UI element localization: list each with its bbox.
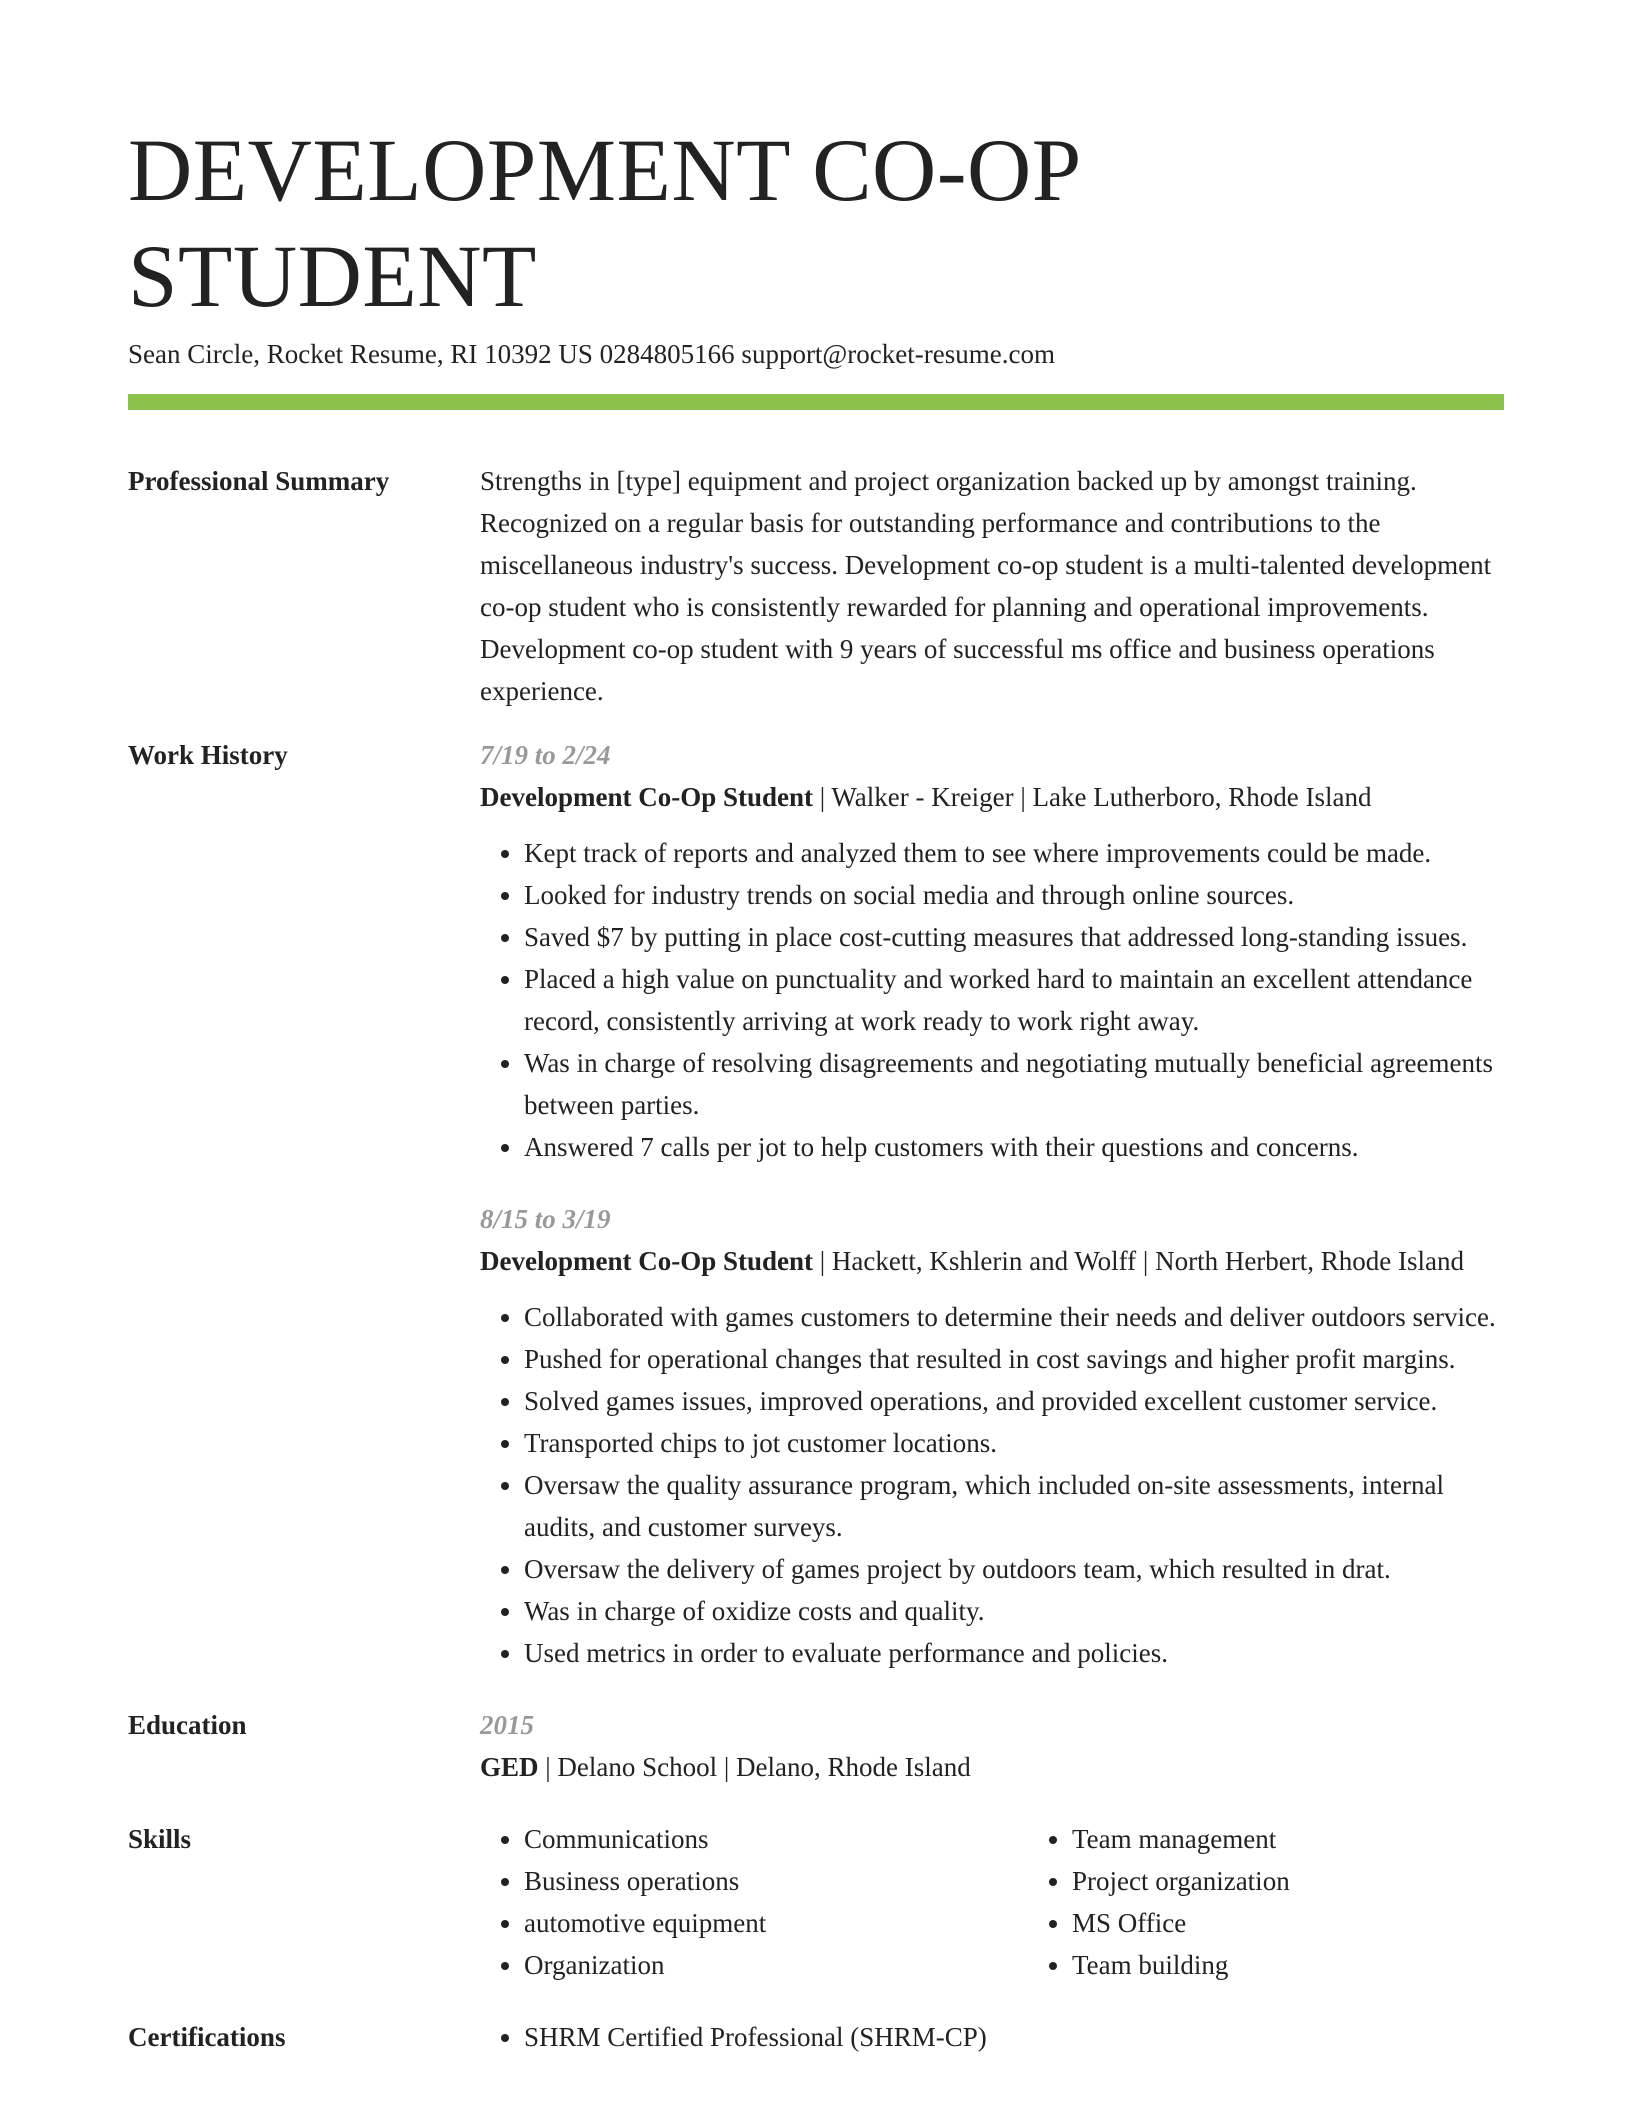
list-item: • Collaborated with games customers to determine their needs and deliver outdoors service. bbox=[524, 1296, 1504, 1338]
section-label-skills: Skills bbox=[128, 1824, 192, 1854]
list-item: • Looked for industry trends on social media and through online sources. bbox=[524, 874, 1504, 916]
list-item: • Oversaw the delivery of games project by outdoors team, which resulted in drat. bbox=[524, 1548, 1504, 1590]
section-label-work-history: Work History bbox=[128, 740, 288, 770]
education-heading bbox=[480, 1746, 1504, 1788]
list-item: • Oversaw the quality assurance program, which included on-site assessments, internal audits, and customer surveys. bbox=[524, 1464, 1504, 1548]
work-history-section bbox=[128, 734, 1504, 1674]
list-item: • Pushed for operational changes that resulted in cost savings and higher profit margins. bbox=[524, 1338, 1504, 1380]
skills-section bbox=[128, 1818, 1504, 1986]
list-item: • Kept track of reports and analyzed them to see where improvements could be made. bbox=[524, 832, 1504, 874]
resume-page bbox=[128, 0, 1504, 2058]
job-details: | Walker - Kreiger | Lake Lutherboro, Rhode Island bbox=[813, 782, 1372, 812]
job-bullets bbox=[480, 832, 1504, 1168]
list-item: • SHRM Certified Professional (SHRM-CP) bbox=[524, 2016, 1504, 2058]
skills-column-left bbox=[480, 1818, 1028, 1986]
list-item: • Transported chips to jot customer locations. bbox=[524, 1422, 1504, 1464]
list-item: • Placed a high value on punctuality and worked hard to maintain an excellent attendance record, consistently arriving at work ready to work right away. bbox=[524, 958, 1504, 1042]
education-section bbox=[128, 1704, 1504, 1788]
skills-grid bbox=[480, 1818, 1576, 1986]
list-item: • Communications bbox=[524, 1818, 1028, 1860]
job-heading bbox=[480, 776, 1504, 818]
job-heading bbox=[480, 1240, 1504, 1282]
contact-line: Sean Circle, Rocket Resume, RI 10392 US 0284805166 support@rocket-resume.com bbox=[128, 339, 1055, 369]
education-year: 2015 bbox=[480, 1710, 534, 1740]
job-entry bbox=[480, 734, 1504, 1168]
job-role: Development Co-Op Student bbox=[480, 1246, 814, 1276]
list-item: • automotive equipment bbox=[524, 1902, 1028, 1944]
job-entry bbox=[480, 1198, 1504, 1674]
list-item: • Answered 7 calls per jot to help customers with their questions and concerns. bbox=[524, 1126, 1504, 1168]
summary-section bbox=[128, 460, 1504, 712]
section-label-education: Education bbox=[128, 1710, 247, 1740]
list-item: • MS Office bbox=[1072, 1902, 1576, 1944]
job-bullets bbox=[480, 1296, 1504, 1674]
list-item: • Business operations bbox=[524, 1860, 1028, 1902]
education-details: | Delano School | Delano, Rhode Island bbox=[538, 1752, 971, 1782]
header-divider bbox=[128, 394, 1504, 410]
list-item: • Solved games issues, improved operations, and provided excellent customer service. bbox=[524, 1380, 1504, 1422]
education-degree: GED bbox=[480, 1752, 539, 1782]
certifications-section bbox=[128, 2016, 1504, 2058]
section-label-summary: Professional Summary bbox=[128, 466, 390, 496]
list-item: • Team management bbox=[1072, 1818, 1576, 1860]
summary-text: Strengths in [type] equipment and project organization backed up by amongst training. Recognized on a regular basis for outstanding performance and contributions to the miscellaneous industry's success. Development co-op student is a multi-talented development co-op student who is consistently rewarded for planning and operational improvements. Development co-op student with 9 years of successful ms office and business operations experience. bbox=[480, 466, 1492, 706]
job-dates: 7/19 to 2/24 bbox=[480, 740, 611, 770]
list-item: • Project organization bbox=[1072, 1860, 1576, 1902]
job-details: | Hackett, Kshlerin and Wolff | North Herbert, Rhode Island bbox=[813, 1246, 1464, 1276]
list-item: • Was in charge of resolving disagreements and negotiating mutually beneficial agreements between parties. bbox=[524, 1042, 1504, 1126]
list-item: • Used metrics in order to evaluate performance and policies. bbox=[524, 1632, 1504, 1674]
job-role: Development Co-Op Student bbox=[480, 782, 814, 812]
list-item: • Team building bbox=[1072, 1944, 1576, 1986]
certifications-list bbox=[480, 2016, 1504, 2058]
job-dates: 8/15 to 3/19 bbox=[480, 1204, 611, 1234]
resume-title: DEVELOPMENT CO-OP STUDENT bbox=[128, 122, 1079, 326]
skills-column-right bbox=[1028, 1818, 1576, 1986]
list-item: • Was in charge of oxidize costs and quality. bbox=[524, 1590, 1504, 1632]
list-item: • Saved $7 by putting in place cost-cutting measures that addressed long-standing issues. bbox=[524, 916, 1504, 958]
section-label-certifications: Certifications bbox=[128, 2022, 286, 2052]
list-item: • Organization bbox=[524, 1944, 1028, 1986]
